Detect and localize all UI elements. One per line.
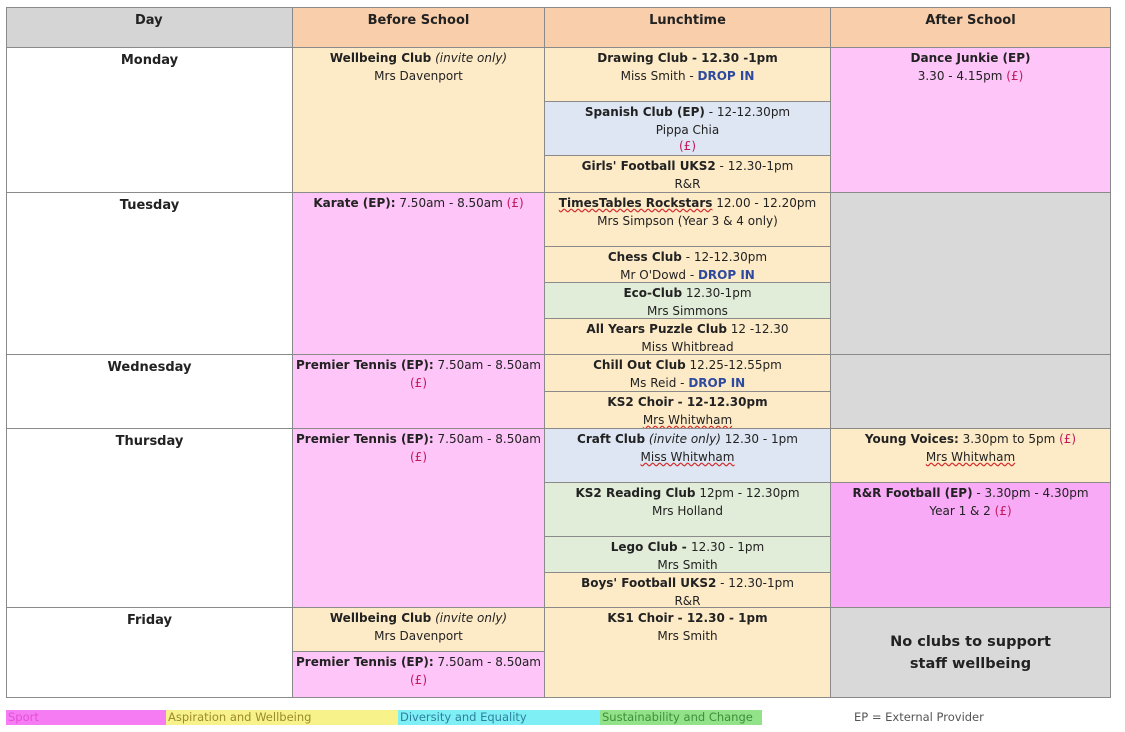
club-name: TimesTables Rockstars: [558, 196, 713, 210]
legend-aspiration: [166, 710, 400, 725]
thursday-before-club: [292, 428, 545, 608]
club-staff: Miss Whitbread: [641, 340, 734, 354]
drop-in-label: DROP IN: [688, 376, 746, 390]
club-staff: R&R: [674, 594, 701, 608]
club-title: KS1 Choir - 12.30 - 1pm: [607, 611, 768, 625]
club-staff: Mrs Smith: [657, 629, 718, 643]
club-time: 3.30pm to 5pm: [958, 432, 1060, 446]
club-title: Drawing Club - 12.30 -1pm: [597, 51, 778, 65]
drop-in-label: DROP IN: [697, 69, 755, 83]
club-cost: (£): [994, 504, 1012, 518]
club-name: Boys' Football UKS2: [581, 576, 717, 590]
thursday-after-club-1: [830, 428, 1111, 483]
club-name: R&R Football (EP): [852, 486, 973, 500]
club-name: Chill Out Club: [593, 358, 686, 372]
club-time: 7.50am - 8.50am: [433, 432, 541, 446]
header-day-label: Day: [135, 13, 163, 28]
thursday-after-club-2: [830, 482, 1111, 608]
legend-sustainability: [600, 710, 762, 725]
header-lunchtime: [544, 7, 831, 48]
club-note: (invite only): [435, 51, 508, 65]
club-staff: Mrs Davenport: [374, 629, 463, 643]
thursday-lunch-club-3: [544, 536, 831, 573]
club-title: Lego Club -: [610, 540, 691, 554]
day-thursday: [6, 428, 293, 608]
club-time: - 12.30-1pm: [715, 159, 794, 173]
club-name: Eco-Club: [623, 286, 683, 300]
wednesday-before-club: [292, 354, 545, 429]
header-day: [6, 7, 293, 48]
club-staff: Mrs Simpson (Year 3 & 4 only): [597, 214, 778, 228]
tuesday-lunch-club-4: [544, 318, 831, 355]
club-time: 12.30-1pm: [682, 286, 752, 300]
club-time: 12 -12.30: [726, 322, 789, 336]
friday-before-club-2: [292, 651, 545, 698]
day-wednesday: [6, 354, 293, 429]
club-cost: (£): [410, 673, 427, 687]
club-name: Girls' Football UKS2: [581, 159, 716, 173]
tuesday-before-club: [292, 192, 545, 355]
club-name: Premier Tennis (EP):: [295, 655, 434, 669]
club-cost: (£): [679, 139, 696, 153]
club-name: Craft Club: [577, 432, 646, 446]
club-note: (invite only): [645, 432, 721, 446]
tuesday-lunch-club-3: [544, 282, 831, 319]
legend-label: EP = External Provider: [854, 710, 984, 724]
day-friday: [6, 607, 293, 698]
club-name: Young Voices:: [864, 432, 959, 446]
club-staff: Ms Reid -: [629, 376, 689, 390]
day-label: Monday: [120, 53, 179, 68]
club-name: All Years Puzzle Club: [586, 322, 727, 336]
club-cost: (£): [410, 376, 427, 390]
monday-before-club: [292, 47, 545, 193]
header-after-school: [830, 7, 1111, 48]
tuesday-after-empty: [830, 192, 1111, 355]
club-time: 12.25-12.55pm: [685, 358, 782, 372]
header-after-label: After School: [925, 13, 1016, 28]
club-time: 7.50am - 8.50am: [395, 196, 507, 210]
thursday-lunch-club-1: [544, 428, 831, 483]
club-name: Dance Junkie (EP): [910, 51, 1031, 65]
wednesday-lunch-club-1: [544, 354, 831, 392]
club-staff: Miss Smith -: [620, 69, 698, 83]
club-time: - 12.30-1pm: [716, 576, 794, 590]
day-tuesday: [6, 192, 293, 355]
legend-label: Aspiration and Wellbeing: [168, 710, 312, 724]
day-label: Tuesday: [119, 198, 180, 213]
club-cost: (£): [506, 196, 524, 210]
club-time: 12.30 - 1pm: [690, 540, 765, 554]
monday-lunch-club-2: [544, 101, 831, 156]
club-time: 7.50am - 8.50am: [433, 655, 541, 669]
club-name: Wellbeing Club: [329, 611, 432, 625]
club-staff: R&R: [674, 177, 701, 191]
day-monday: [6, 47, 293, 193]
club-time: 3.30 - 4.15pm: [917, 69, 1007, 83]
thursday-lunch-club-2: [544, 482, 831, 537]
club-time: 12pm - 12.30pm: [695, 486, 800, 500]
club-staff: Mrs Smith: [657, 558, 718, 572]
day-label: Thursday: [115, 434, 184, 449]
club-time: 7.50am - 8.50am: [433, 358, 541, 372]
wednesday-lunch-club-2: [544, 391, 831, 429]
tuesday-lunch-club-1: [544, 192, 831, 247]
club-name: KS2 Reading Club: [575, 486, 696, 500]
club-staff: Pippa Chia: [655, 123, 720, 137]
club-name: Premier Tennis (EP):: [295, 358, 434, 372]
club-time: 12.00 - 12.20pm: [712, 196, 817, 210]
friday-after-notice: [830, 607, 1111, 698]
header-lunch-label: Lunchtime: [649, 13, 726, 28]
header-before-label: Before School: [367, 13, 470, 28]
monday-after-club: [830, 47, 1111, 193]
monday-lunch-club-3: [544, 155, 831, 193]
friday-before-club-1: [292, 607, 545, 652]
monday-lunch-club-1: [544, 47, 831, 102]
club-staff: Mrs Holland: [652, 504, 723, 518]
club-time: 12.30 - 1pm: [720, 432, 798, 446]
club-cost: (£): [410, 450, 427, 464]
legend-label: Sport: [8, 710, 39, 724]
legend-label: Diversity and Equality: [400, 710, 527, 724]
no-clubs-notice: No clubs to support staff wellbeing: [890, 633, 1051, 672]
legend-sport: [6, 710, 168, 725]
club-time: - 3.30pm - 4.30pm: [972, 486, 1089, 500]
club-cost: (£): [1006, 69, 1024, 83]
club-note: (invite only): [435, 611, 508, 625]
club-staff: Mrs Simmons: [647, 304, 728, 318]
club-staff: Miss Whitwham: [640, 450, 735, 464]
club-cost: (£): [1059, 432, 1077, 446]
club-staff: Year 1 & 2: [929, 504, 995, 518]
club-name: Karate (EP):: [313, 196, 396, 210]
wednesday-after-empty: [830, 354, 1111, 429]
club-staff: Mrs Whitwham: [642, 413, 733, 427]
club-title: KS2 Choir - 12-12.30pm: [607, 395, 768, 409]
day-label: Wednesday: [107, 360, 192, 375]
legend-ep: [852, 710, 1014, 725]
club-staff: Mrs Whitwham: [925, 450, 1016, 464]
club-name: Spanish Club (EP): [584, 105, 705, 119]
day-label: Friday: [126, 613, 173, 628]
club-name: Wellbeing Club: [329, 51, 432, 65]
clubs-timetable: [6, 7, 1111, 698]
club-name: Chess Club: [607, 250, 682, 264]
club-name: Premier Tennis (EP):: [295, 432, 434, 446]
club-staff: Mrs Davenport: [374, 69, 463, 83]
legend-diversity: [398, 710, 602, 725]
club-staff: Mr O'Dowd -: [620, 268, 698, 282]
legend-label: Sustainability and Change: [602, 710, 753, 724]
friday-lunch-club: [544, 607, 831, 698]
header-before-school: [292, 7, 545, 48]
club-time: - 12-12.30pm: [681, 250, 768, 264]
tuesday-lunch-club-2: [544, 246, 831, 283]
drop-in-label: DROP IN: [697, 268, 755, 282]
club-time: - 12-12.30pm: [704, 105, 791, 119]
thursday-lunch-club-4: [544, 572, 831, 608]
